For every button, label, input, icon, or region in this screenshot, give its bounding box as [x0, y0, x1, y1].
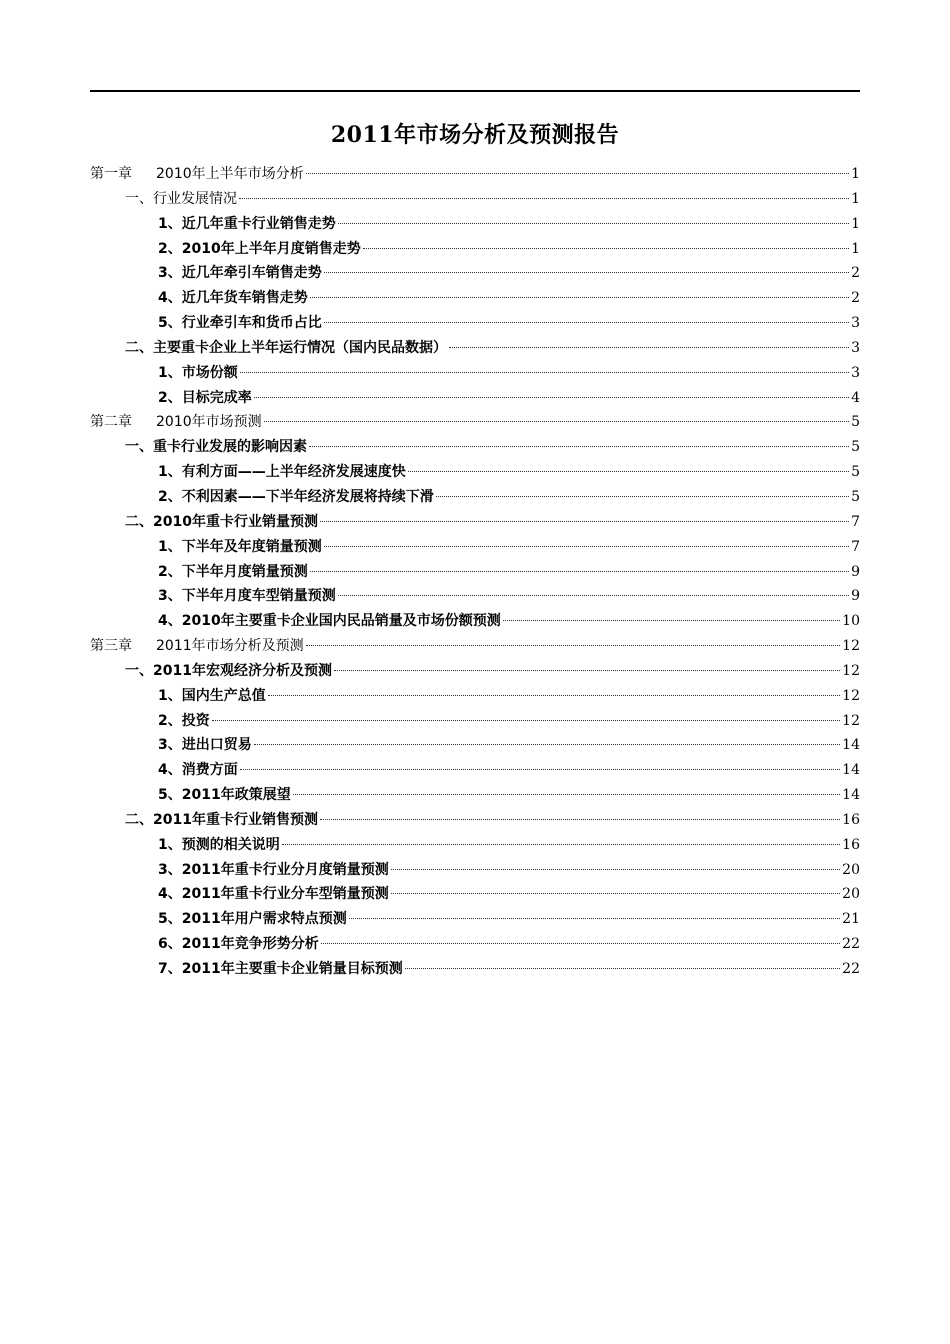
toc-page-number: 16: [842, 836, 860, 853]
document-title: 2011年市场分析及预测报告: [330, 122, 620, 148]
toc-page-number: 12: [842, 687, 860, 704]
toc-chapter-entry[interactable]: [90, 162, 860, 187]
toc-page-number: 14: [842, 737, 860, 754]
dot-leader: [239, 198, 849, 199]
toc-subsection-entry[interactable]: [90, 261, 860, 286]
toc-page-number: 3: [851, 315, 860, 332]
dot-leader: [320, 521, 849, 522]
toc-page-number: 4: [851, 389, 860, 406]
toc-subsection-entry[interactable]: [90, 833, 860, 858]
dot-leader: [320, 819, 840, 820]
dot-leader: [349, 918, 840, 919]
toc-entry-text: 1、市场份额: [158, 364, 238, 381]
dot-leader: [264, 421, 849, 422]
toc-page-number: 9: [851, 588, 860, 605]
dot-leader: [321, 943, 840, 944]
dot-leader: [334, 670, 840, 671]
toc-subsection-entry[interactable]: [90, 858, 860, 883]
toc-entry-text: 二、2010年重卡行业销量预测: [125, 513, 318, 530]
toc-entry-text: 3、近几年牵引车销售走势: [158, 265, 322, 282]
toc-entry-text: 5、2011年政策展望: [158, 787, 291, 804]
toc-subsection-entry[interactable]: [90, 386, 860, 411]
toc-chapter-label: 第二章: [90, 414, 132, 431]
toc-subsection-entry[interactable]: [90, 237, 860, 262]
toc-page-number: 12: [842, 662, 860, 679]
dot-leader: [391, 893, 840, 894]
toc-subsection-entry[interactable]: [90, 758, 860, 783]
toc-entry-text: 一、重卡行业发展的影响因素: [125, 439, 307, 456]
toc-entry-text: 1、预测的相关说明: [158, 836, 280, 853]
dot-leader: [449, 347, 849, 348]
dot-leader: [324, 322, 849, 323]
toc-subsection-entry[interactable]: [90, 460, 860, 485]
toc-page-number: 5: [851, 464, 860, 481]
dot-leader: [436, 496, 849, 497]
dot-leader: [240, 769, 840, 770]
toc-entry-text: 2、目标完成率: [158, 389, 252, 406]
toc-section-entry[interactable]: [90, 808, 860, 833]
dot-leader: [408, 471, 849, 472]
dot-leader: [391, 869, 840, 870]
toc-subsection-entry[interactable]: [90, 560, 860, 585]
toc-page-number: 3: [851, 364, 860, 381]
dot-leader: [306, 645, 841, 646]
toc-section-entry[interactable]: [90, 659, 860, 684]
toc-entry-text: 1、下半年及年度销量预测: [158, 538, 322, 555]
toc-page-number: 1: [851, 240, 860, 257]
toc-entry-text: 6、2011年竞争形势分析: [158, 936, 319, 953]
toc-subsection-entry[interactable]: [90, 882, 860, 907]
toc-subsection-entry[interactable]: [90, 684, 860, 709]
dot-leader: [293, 794, 840, 795]
toc-chapter-label: 第三章: [90, 638, 132, 655]
toc-section-entry[interactable]: [90, 510, 860, 535]
toc-page-number: 7: [851, 538, 860, 555]
toc-entry-text: 4、消费方面: [158, 762, 238, 779]
toc-subsection-entry[interactable]: [90, 311, 860, 336]
toc-page-number: 5: [851, 439, 860, 456]
toc-subsection-entry[interactable]: [90, 485, 860, 510]
dot-leader: [338, 595, 849, 596]
toc-subsection-entry[interactable]: [90, 907, 860, 932]
toc-entry-text: 二、2011年重卡行业销售预测: [125, 811, 318, 828]
dot-leader: [324, 546, 849, 547]
toc-entry-text: 一、行业发展情况: [125, 190, 237, 207]
toc-subsection-entry[interactable]: [90, 932, 860, 957]
toc-entry-text: 2、2010年上半年月度销售走势: [158, 240, 361, 257]
toc-subsection-entry[interactable]: [90, 709, 860, 734]
toc-subsection-entry[interactable]: [90, 584, 860, 609]
toc-page-number: 3: [851, 339, 860, 356]
toc-entry-text: 3、2011年重卡行业分月度销量预测: [158, 861, 389, 878]
dot-leader: [338, 223, 849, 224]
toc-chapter-title: 2011年市场分析及预测: [156, 638, 304, 655]
dot-leader: [254, 744, 840, 745]
toc-page-number: 2: [851, 265, 860, 282]
toc-page-number: 22: [842, 961, 860, 977]
toc-section-entry[interactable]: [90, 435, 860, 460]
toc-page-number: 22: [842, 936, 860, 953]
toc-page-number: 10: [842, 613, 860, 630]
toc-chapter-entry[interactable]: [90, 634, 860, 659]
toc-subsection-entry[interactable]: [90, 783, 860, 808]
toc-entry-text: 1、国内生产总值: [158, 687, 266, 704]
dot-leader: [405, 968, 840, 969]
toc-page-number: 20: [842, 886, 860, 903]
toc-entry-text: 4、2011年重卡行业分车型销量预测: [158, 886, 389, 903]
toc-page-number: 20: [842, 861, 860, 878]
dot-leader: [240, 372, 849, 373]
toc-subsection-entry[interactable]: [90, 286, 860, 311]
header-rule: [90, 90, 860, 92]
toc-entry-text: 4、近几年货车销售走势: [158, 290, 308, 307]
dot-leader: [503, 620, 840, 621]
toc-entry-text: 3、进出口贸易: [158, 737, 252, 754]
toc-page-number: 16: [842, 811, 860, 828]
toc-subsection-entry[interactable]: [90, 957, 860, 982]
dot-leader: [268, 695, 840, 696]
dot-leader: [282, 844, 840, 845]
toc-section-entry[interactable]: [90, 336, 860, 361]
toc-entry-text: 二、主要重卡企业上半年运行情况（国内民品数据）: [125, 339, 447, 356]
toc-page-number: 1: [851, 166, 860, 182]
toc-page-number: 9: [851, 563, 860, 580]
toc-entry-text: [90, 410, 262, 435]
toc-chapter-title: 2010年上半年市场分析: [156, 166, 304, 182]
toc-entry-text: 2、投资: [158, 712, 210, 729]
toc-page-number: 14: [842, 787, 860, 804]
toc-page-number: 1: [851, 215, 860, 232]
toc-entry-text: 7、2011年主要重卡企业销量目标预测: [158, 961, 403, 977]
dot-leader: [212, 720, 840, 721]
dot-leader: [310, 297, 849, 298]
toc-chapter-entry[interactable]: [90, 410, 860, 435]
toc-entry-text: 5、2011年用户需求特点预测: [158, 911, 347, 928]
toc-subsection-entry[interactable]: [90, 733, 860, 758]
toc-subsection-entry[interactable]: [90, 361, 860, 386]
toc-page-number: 12: [842, 712, 860, 729]
toc-chapter-label: 第一章: [90, 166, 132, 182]
toc-entry-text: 一、2011年宏观经济分析及预测: [125, 662, 332, 679]
toc-entry-text: [90, 162, 304, 187]
toc-page-number: 14: [842, 762, 860, 779]
dot-leader: [324, 272, 849, 273]
toc-entry-text: 1、有利方面——上半年经济发展速度快: [158, 464, 406, 481]
toc-entry-text: 4、2010年主要重卡企业国内民品销量及市场份额预测: [158, 613, 501, 630]
toc-page-number: 5: [851, 488, 860, 505]
dot-leader: [310, 571, 849, 572]
toc-entry-text: 2、不利因素——下半年经济发展将持续下滑: [158, 488, 434, 505]
toc-section-entry[interactable]: [90, 187, 860, 212]
toc-chapter-title: 2010年市场预测: [156, 414, 262, 431]
toc-subsection-entry[interactable]: [90, 609, 860, 634]
toc-entry-text: 2、下半年月度销量预测: [158, 563, 308, 580]
dot-leader: [309, 446, 849, 447]
toc-page-number: 7: [851, 513, 860, 530]
toc-page-number: 2: [851, 290, 860, 307]
toc-page-number: 5: [851, 414, 860, 431]
dot-leader: [306, 173, 849, 174]
dot-leader: [254, 397, 849, 398]
toc-subsection-entry[interactable]: [90, 535, 860, 560]
table-of-contents: [90, 162, 860, 982]
toc-entry-text: [90, 634, 304, 659]
dot-leader: [363, 248, 849, 249]
toc-entry-text: 5、行业牵引车和货币占比: [158, 315, 322, 332]
toc-page-number: 12: [842, 638, 860, 655]
toc-page-number: 1: [851, 190, 860, 207]
toc-subsection-entry[interactable]: [90, 212, 860, 237]
toc-entry-text: 1、近几年重卡行业销售走势: [158, 215, 336, 232]
toc-entry-text: 3、下半年月度车型销量预测: [158, 588, 336, 605]
toc-page-number: 21: [842, 911, 860, 928]
